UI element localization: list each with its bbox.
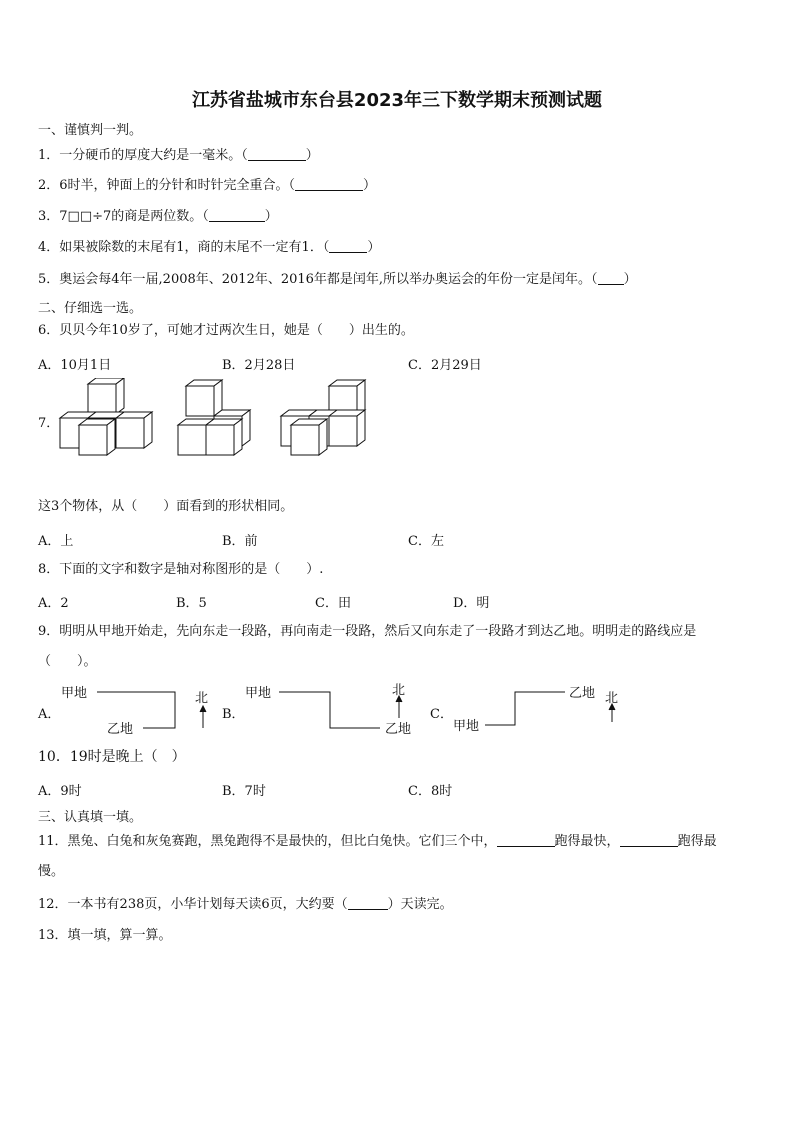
- question-11-post: 跑得最: [677, 834, 717, 849]
- question-11: [38, 832, 717, 851]
- cube-figure-3: [281, 380, 365, 455]
- question-7: 这3个物体，从（ ）面看到的形状相同。: [38, 499, 294, 514]
- section-heading-1: 一、谨慎判一判。: [38, 123, 143, 138]
- q8-option-d[interactable]: D．明: [453, 596, 490, 611]
- answer-blank[interactable]: [348, 895, 388, 910]
- q7-option-c[interactable]: C．左: [408, 534, 444, 549]
- answer-blank[interactable]: [620, 832, 678, 847]
- question-11-text: 11．黑兔、白兔和灰兔赛跑，黑兔跑得不是最快的，但比白兔快。它们三个中，: [38, 834, 497, 849]
- page-title: 江苏省盐城市东台县2023年三下数学期末预测试题: [191, 90, 603, 111]
- question-9-line-2: （ ）。: [38, 654, 97, 669]
- route-diagrams: [55, 680, 635, 740]
- q10-option-a[interactable]: A．9时: [38, 784, 82, 799]
- label-jia-a: 甲地: [61, 686, 88, 701]
- north-arrow: [200, 706, 206, 712]
- question-12-text: 12．一本书有238页，小华计划每天读6页，大约要（: [38, 897, 348, 912]
- question-11-line-2: 慢。: [38, 864, 65, 879]
- q8-option-a[interactable]: A．2: [38, 596, 69, 611]
- q7-option-b[interactable]: B．前: [222, 534, 258, 549]
- label-north-a: 北: [195, 691, 209, 706]
- answer-blank[interactable]: [497, 832, 555, 847]
- cube-figure-2: [178, 380, 250, 455]
- question-12-post: ）天读完。: [387, 897, 453, 912]
- question-5: [38, 270, 637, 289]
- cube-figure-1: [60, 378, 152, 455]
- question-4-text: 4．如果被除数的末尾有1，商的末尾不一定有1．（: [38, 240, 330, 255]
- question-3-text: 3．7□□÷7的商是两位数。（: [38, 209, 209, 224]
- section-heading-2: 二、仔细选一选。: [38, 301, 143, 316]
- question-2: [38, 176, 376, 195]
- q6-option-c[interactable]: C．2月29日: [408, 358, 482, 373]
- route-c-path: [485, 692, 565, 725]
- label-north-b: 北: [392, 683, 406, 698]
- question-8: 8．下面的文字和数字是轴对称图形的是（ ）.: [38, 562, 324, 577]
- question-5-text: 5．奥运会每4年一届,2008年、2012年、2016年都是闰年,所以举办奥运会的年份一定是闰年。（: [38, 272, 598, 287]
- question-11-mid: 跑得最快，: [554, 834, 620, 849]
- question-9-line-1: 9．明明从甲地开始走，先向东走一段路，再向南走一段路，然后又向东走了一段路才到达乙地。明明走的路线应是: [38, 624, 697, 639]
- question-4-close: ）: [367, 240, 381, 255]
- answer-blank[interactable]: [295, 176, 363, 191]
- question-7-number: 7．: [38, 416, 60, 431]
- section-heading-3: 三、认真填一填。: [38, 810, 143, 825]
- label-north-c: 北: [605, 691, 619, 706]
- question-1: [38, 146, 319, 165]
- cube-figures: [55, 378, 375, 458]
- question-3-close: ）: [264, 209, 278, 224]
- q9-option-a[interactable]: A．: [38, 707, 61, 722]
- question-3: [38, 207, 278, 226]
- question-6: 6．贝贝今年10岁了，可她才过两次生日，她是（ ）出生的。: [38, 323, 414, 338]
- label-yi-b: 乙地: [385, 722, 412, 737]
- q10-option-b[interactable]: B．7时: [222, 784, 266, 799]
- q9-option-c[interactable]: C．: [430, 707, 453, 722]
- question-1-text: 1．一分硬币的厚度大约是一毫米。（: [38, 148, 248, 163]
- q8-option-b[interactable]: B．5: [176, 596, 207, 611]
- q6-option-b[interactable]: B．2月28日: [222, 358, 296, 373]
- answer-blank[interactable]: [329, 238, 367, 253]
- question-12: [38, 895, 453, 914]
- label-yi-c: 乙地: [569, 686, 596, 701]
- answer-blank[interactable]: [248, 146, 306, 161]
- question-5-close: ）: [623, 272, 637, 287]
- label-yi-a: 乙地: [107, 722, 134, 737]
- label-jia-b: 甲地: [245, 686, 272, 701]
- q8-option-c[interactable]: C．田: [315, 596, 351, 611]
- question-2-text: 2．6时半，钟面上的分针和时针完全重合。（: [38, 178, 296, 193]
- label-jia-c: 甲地: [453, 719, 480, 734]
- question-4: [38, 238, 380, 257]
- q9-option-b[interactable]: B．: [222, 707, 245, 722]
- question-13: 13．填一填，算一算。: [38, 928, 172, 943]
- question-10: 10．19时是晚上（ ）: [38, 749, 186, 765]
- question-2-close: ）: [363, 178, 377, 193]
- answer-blank[interactable]: [209, 207, 265, 222]
- q6-option-a[interactable]: A．10月1日: [38, 358, 112, 373]
- q7-option-a[interactable]: A．上: [38, 534, 74, 549]
- q10-option-c[interactable]: C．8时: [408, 784, 453, 799]
- question-1-close: ）: [305, 148, 319, 163]
- answer-blank[interactable]: [598, 270, 624, 285]
- route-b-path: [279, 692, 380, 728]
